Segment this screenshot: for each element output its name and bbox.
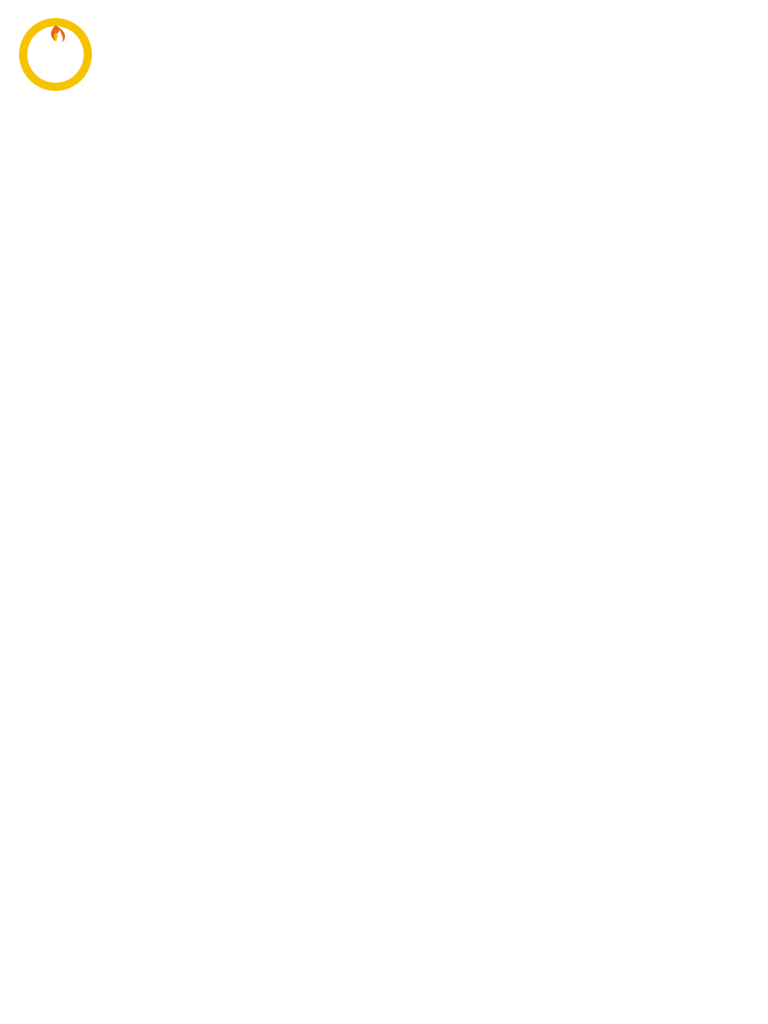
axis-colleges-logo [10, 9, 101, 100]
title-slide [0, 0, 768, 490]
axis-gear-icon [10, 9, 101, 100]
